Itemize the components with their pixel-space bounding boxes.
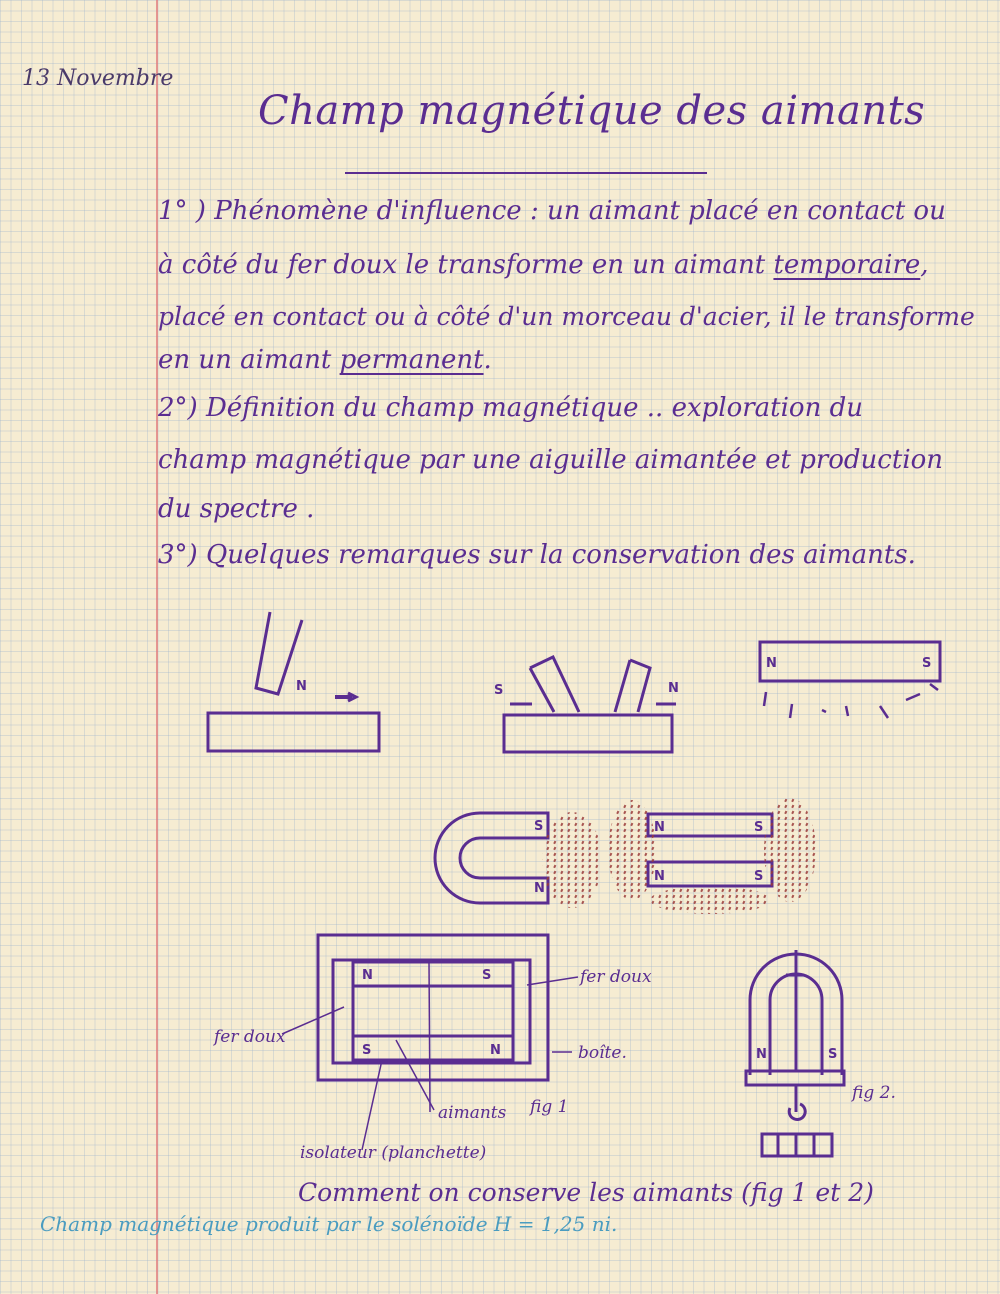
- pole-label: N: [534, 881, 545, 896]
- pole-label: S: [362, 1043, 372, 1058]
- text-line-4-end: .: [483, 345, 492, 375]
- text-line-5: 2°) Définition du champ magnétique .. exploration du: [158, 393, 863, 423]
- pole-label: S: [922, 656, 932, 671]
- fig2-label: fig 2.: [852, 1083, 896, 1103]
- label-fer-doux-right: fer doux: [580, 967, 652, 987]
- fig1-label: fig 1: [530, 1097, 569, 1117]
- pole-label: S: [482, 968, 492, 983]
- word-permanent: permanent: [339, 345, 484, 375]
- pole-label: S: [494, 683, 504, 698]
- pole-label: N: [490, 1043, 501, 1058]
- pole-label: S: [534, 819, 544, 834]
- label-boite: boîte.: [578, 1043, 627, 1063]
- blue-pencil-note: Champ magnétique produit par le solénoïde H = 1,25 ni.: [40, 1212, 618, 1236]
- pole-label: S: [754, 869, 764, 884]
- pole-label: N: [766, 656, 777, 671]
- pole-label: S: [754, 820, 764, 835]
- needle-bar-figure: [760, 642, 940, 718]
- pole-label: N: [668, 681, 679, 696]
- text-line-7: du spectre .: [158, 494, 315, 524]
- figure-caption: Comment on conserve les aimants (fig 1 et 2): [298, 1178, 874, 1207]
- label-aimants: aimants: [438, 1103, 507, 1123]
- influence-left-figure: [208, 612, 379, 751]
- text-line-2-start: à côté du fer doux le transforme en un aimant: [158, 250, 774, 280]
- label-fer-doux-left: fer doux: [214, 1027, 286, 1047]
- text-line-1: 1° ) Phénomène d'influence : un aimant placé en contact ou: [158, 196, 946, 226]
- pole-label: N: [654, 820, 665, 835]
- text-line-4-start: en un aimant: [158, 345, 340, 375]
- date: 13 Novembre: [22, 66, 174, 91]
- word-temporaire: temporaire: [773, 250, 921, 280]
- label-isolateur: isolateur (planchette): [300, 1143, 487, 1163]
- text-line-3: placé en contact ou à côté d'un morceau d'acier, il le transforme: [158, 302, 975, 331]
- pole-label: N: [362, 968, 373, 983]
- influence-middle-figure: [504, 657, 676, 752]
- text-line-2-end: ,: [920, 250, 929, 280]
- pole-label: N: [654, 869, 665, 884]
- text-line-8: 3°) Quelques remarques sur la conservation des aimants.: [158, 540, 916, 570]
- keeper-box-figure: [282, 935, 578, 1150]
- text-line-6: champ magnétique par une aiguille aimantée et production: [158, 445, 944, 475]
- page-title: Champ magnétique des aimants: [258, 88, 926, 134]
- pole-label: S: [828, 1047, 838, 1062]
- horseshoe-magnet: [435, 813, 548, 903]
- pole-label: N: [756, 1047, 767, 1062]
- pole-label: N: [296, 679, 307, 694]
